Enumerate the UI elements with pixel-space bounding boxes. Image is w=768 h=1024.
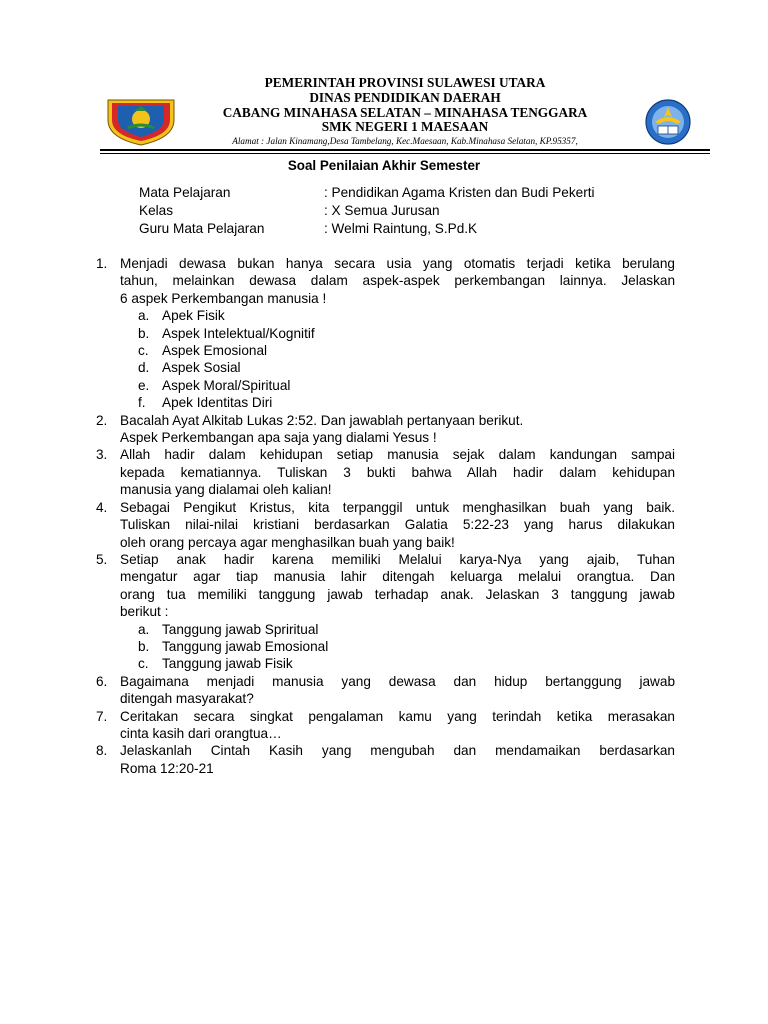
provincial-emblem-icon [106,98,176,146]
question-2 [96,412,675,447]
question-6 [96,673,675,708]
question-number: 4. [96,499,108,515]
sub-item [138,655,675,672]
question-line: Bacalah Ayat Alkitab Lukas 2:52. Dan jawablah pertanyaan berikut. [120,412,524,428]
department-name: DINAS PENDIDIKAN DAERAH [309,89,501,105]
info-value: : Pendidikan Agama Kristen dan Budi Pekerti [324,185,595,200]
question-line: manusia yang dialamai oleh kalian! [120,482,332,498]
question-8 [96,742,675,777]
question-line: Allah hadir dalam kehidupan setiap manusia sejak dalam kandungan sampai [120,447,675,463]
question-number: 8. [96,743,108,759]
sub-item-letter: c. [138,343,149,359]
question-line: 6 aspek Perkembangan manusia ! [120,290,327,306]
school-name: SMK NEGERI 1 MAESAAN [321,119,489,135]
sub-item-text: Aspek Sosial [162,360,241,376]
question-7 [96,708,675,743]
gov-name: PEMERINTAH PROVINSI SULAWESI UTARA [264,75,546,90]
question-line: orang tua memiliki tanggung jawab terhadap anak. Jelaskan 3 tanggung jawab [120,586,675,602]
sub-item [138,325,675,342]
school-address: Alamat : Jalan Kinamang,Desa Tambelang, Kec.Maesaan, Kab.Minahasa Selatan, KP.95357, [232,136,578,147]
sub-item-text: Apek Identitas Diri [162,395,273,411]
question-line: Menjadi dewasa bukan hanya secara usia yang otomatis terjadi ketika berulang [120,256,675,271]
info-value: : Welmi Raintung, S.Pd.K [324,220,478,236]
sub-item-letter: a. [138,621,150,637]
question-number: 3. [96,447,108,463]
info-row-teacher [139,220,699,238]
letterhead-divider-thin [100,153,710,154]
sub-item-text: Aspek Emosional [162,343,268,359]
question-4 [96,499,675,551]
sub-item-letter: d. [138,360,150,376]
tut-wuri-handayani-icon [637,98,699,146]
sub-item-text: Aspek Moral/Spiritual [162,377,291,393]
question-text [120,551,675,621]
question-line: Sebagai Pengikut Kristus, kita terpanggil untuk menghasilkan buah yang baik. [120,499,675,515]
question-list [96,255,675,777]
sub-item-letter: a. [138,308,150,324]
question-text [120,255,675,307]
info-value: : X Semua Jurusan [324,202,440,218]
question-number: 1. [96,256,108,271]
question-text [120,446,675,498]
question-3 [96,446,675,498]
letterhead [100,76,710,150]
sub-item-letter: c. [138,656,149,672]
question-line: Roma 12:20-21 [120,760,214,776]
info-row-class [139,202,699,220]
sub-item-text: Tanggung jawab Emosional [162,638,329,654]
question-text [120,499,675,551]
question-number: 2. [96,412,108,428]
sub-item-letter: b. [138,325,150,341]
sub-item [138,621,675,638]
sub-item [138,638,675,655]
question-line: oleh orang percaya agar menghasilkan buah yang baik! [120,534,455,550]
question-line: Setiap anak hadir karena memiliki Melalui karya-Nya yang ajaib, Tuhan [120,551,675,567]
question-line: Tuliskan nilai-nilai kristiani berdasarkan Galatia 5:22-23 yang harus dilakukan [120,517,675,533]
sub-item-text: Tanggung jawab Spriritual [162,621,319,637]
question-line: ditengah masyarakat? [120,691,254,707]
sub-item-text: Aspek Intelektual/Kognitif [162,325,315,341]
question-number: 5. [96,551,108,567]
exam-title: Soal Penilaian Akhir Semester [287,158,481,173]
sub-item-letter: f. [138,395,146,411]
question-5 [96,551,675,621]
question-line: Jelaskanlah Cintah Kasih yang mengubah dan mendamaikan berdasarkan [120,743,675,759]
question-text [120,742,675,777]
sub-item-text: Tanggung jawab Fisik [162,656,293,672]
question-text [120,673,675,708]
branch-name: CABANG MINAHASA SELATAN – MINAHASA TENGGARA [222,104,588,120]
question-line: kepada kematiannya. Tuliskan 3 bukti bahwa Allah hadir dalam kehidupan [120,464,675,480]
question-1 [96,255,675,307]
question-text [120,412,675,447]
letterhead-text [180,76,630,148]
question-line: berikut : [120,604,169,620]
letterhead-divider-thick [100,149,710,151]
question-line: Ceritakan secara singkat pengalaman kamu yang terindah ketika merasakan [120,708,675,724]
exam-info [139,184,699,237]
info-label: Guru Mata Pelajaran [139,220,265,236]
sub-item-letter: e. [138,377,150,393]
sub-item [138,394,675,411]
sub-item-letter: b. [138,638,150,654]
sub-item-text: Apek Fisik [162,308,225,324]
question-text [120,708,675,743]
question-line: cinta kasih dari orangtua… [120,725,282,741]
question-line: Aspek Perkembangan apa saja yang dialami Yesus ! [120,430,437,446]
sub-item [138,359,675,376]
question-line: tahun, melainkan dewasa dalam aspek-aspek perkembangan lainnya. Jelaskan [120,273,675,289]
info-label: Kelas [139,202,174,218]
question-number: 6. [96,673,108,689]
question-line: Bagaimana menjadi manusia yang dewasa dan hidup bertanggung jawab [120,673,675,689]
info-label: Mata Pelajaran [139,185,231,200]
question-line: mengatur agar tiap manusia lahir ditengah keluarga melalui orangtua. Dan [120,569,675,585]
sub-item [138,342,675,359]
sub-item [138,307,675,324]
info-row-subject [139,184,699,202]
question-number: 7. [96,708,108,724]
sub-item [138,377,675,394]
